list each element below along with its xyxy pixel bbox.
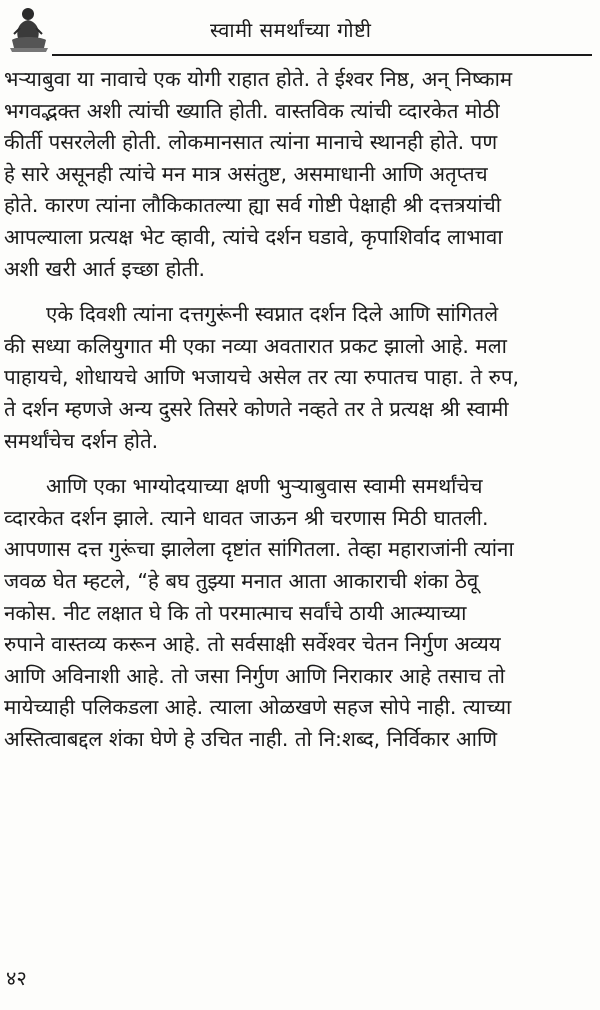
paragraph	[4, 299, 596, 457]
text-line: समर्थांचेच दर्शन होते.	[4, 428, 159, 453]
text-line: होते. कारण त्यांना लौकिकातल्या ह्या सर्व गोष्टी पेक्षाही श्री दत्तत्रयांची	[4, 193, 502, 218]
text-line: मायेच्याही पलिकडला आहे. त्याला ओळखणे सहज सोपे नाही. त्याच्या	[4, 695, 512, 720]
paragraph	[4, 471, 596, 755]
text-line: की सध्या कलियुगात मी एका नव्या अवतारात प्रकट झालो आहे. मला	[4, 333, 507, 358]
text-line: एके दिवशी त्यांना दत्तगुरूंनी स्वप्नात दर्शन दिले आणि सांगितले	[46, 302, 499, 327]
text-line: रुपाने वास्तव्य करून आहे. तो सर्वसाक्षी सर्वेश्वर चेतन निर्गुण अव्यय	[4, 632, 501, 657]
text-line: व्दारकेत दर्शन झाले. त्याने धावत जाऊन श्री चरणास मिठी घातली.	[4, 505, 489, 530]
paragraph	[4, 64, 596, 285]
text-line: जवळ घेत म्हटले, “हे बघ तुझ्या मनात आता आकाराची शंका ठेवू	[4, 568, 479, 593]
text-line: भऱ्याबुवा या नावाचे एक योगी राहात होते. ते ईश्वर निष्ठ, अन् निष्काम	[4, 67, 513, 91]
text-line: भगवद्भक्त अशी त्यांची ख्याति होती. वास्तविक त्यांची व्दारकेत मोठी	[4, 98, 500, 123]
body-text	[4, 64, 596, 769]
header-divider	[52, 54, 592, 56]
text-line: हे सारे असूनही त्यांचे मन मात्र असंतुष्ट, असमाधानी आणि अतृप्तच	[4, 161, 488, 186]
text-line: नकोस. नीट लक्षात घे कि तो परमात्माच सर्वांचे ठायी आत्म्याच्या	[4, 600, 467, 625]
text-line: आणि एका भाग्योदयाच्या क्षणी भुऱ्याबुवास स्वामी समर्थांचेच	[46, 474, 483, 499]
text-line: आणि अविनाशी आहे. तो जसा निर्गुण आणि निराकार आहे तसाच तो	[4, 663, 505, 688]
text-line: आपल्याला प्रत्यक्ष भेट व्हावी, त्यांचे दर्शन घडावे, कृपाशिर्वाद लाभावा	[4, 224, 503, 249]
seated-saint-logo-icon	[6, 4, 52, 56]
text-line: आपणास दत्त गुरूंचा झालेला दृष्टांत सांगितला. तेव्हा महाराजांनी त्यांना	[4, 537, 514, 562]
page-number: ४२	[6, 966, 27, 990]
text-line: ते दर्शन म्हणजे अन्य दुसरे तिसरे कोणते नव्हते तर ते प्रत्यक्ष श्री स्वामी	[4, 396, 509, 421]
text-line: अस्तित्वाबद्दल शंका घेणे हे उचित नाही. तो नि:शब्द, निर्विकार आणि	[4, 726, 498, 751]
text-line: पाहायचे, शोधायचे आणि भजायचे असेल तर त्या रुपातच पाहा. ते रुप,	[4, 365, 520, 390]
text-line: कीर्ती पसरलेली होती. लोकमानसात त्यांना मानाचे स्थानही होते. पण	[4, 130, 498, 155]
running-header-title: स्वामी समर्थांच्या गोष्टी	[210, 18, 372, 42]
text-line: अशी खरी आर्त इच्छा होती.	[4, 256, 206, 281]
